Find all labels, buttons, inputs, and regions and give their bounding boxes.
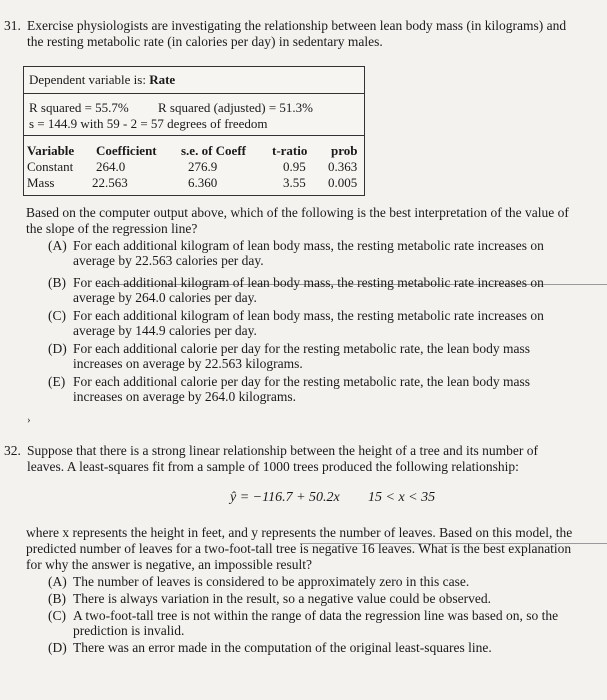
row-constant-se: 276.9 (188, 159, 218, 174)
q31-option-e-label[interactable]: (E) (48, 374, 66, 389)
q31-option-d-label[interactable]: (D) (48, 341, 67, 356)
q31-option-c-label[interactable]: (C) (48, 308, 66, 323)
row-mass-coefficient: 22.563 (92, 175, 128, 190)
dependent-variable-row (29, 72, 175, 88)
col-header-prob: prob (331, 143, 358, 158)
q31-option-d-line-2[interactable]: increases on average by 22.563 kilograms. (73, 356, 303, 371)
question-32-stem-line-2: leaves. A least-squares fit from a sample of 1000 trees produced the following relationship: (27, 459, 519, 474)
dependent-variable-label: Dependent variable is: (29, 72, 146, 87)
table-divider (24, 93, 364, 94)
q31-option-b-label[interactable]: (B) (48, 275, 66, 290)
q32-option-c-label[interactable]: (C) (48, 608, 66, 623)
row-mass-t-ratio: 3.55 (283, 175, 306, 190)
q31-option-e-line-1[interactable]: For each additional calorie per day for the resting metabolic rate, the lean body mass (73, 374, 530, 389)
q31-option-c-line-1[interactable]: For each additional kilogram of lean body mass, the resting metabolic rate increases on (73, 308, 544, 323)
question-31-prompt-line-1: Based on the computer output above, which of the following is the best interpretation of the value of (26, 205, 569, 220)
row-constant-t-ratio: 0.95 (283, 159, 306, 174)
col-header-se-coeff: s.e. of Coeff (181, 143, 246, 158)
row-constant-coefficient: 264.0 (96, 159, 126, 174)
row-constant-prob: 0.363 (328, 159, 358, 174)
table-divider (24, 135, 364, 136)
r-squared-text: R squared = 55.7% (29, 100, 129, 115)
equation-domain: 15 < x < 35 (368, 490, 436, 505)
question-32-prompt-line-3: for why the answer is negative, an impossible result? (26, 557, 313, 572)
question-31-stem-line-2: the resting metabolic rate (in calories per day) in sedentary males. (27, 34, 383, 49)
col-header-t-ratio: t-ratio (272, 143, 308, 158)
col-header-variable: Variable (27, 143, 75, 158)
q31-option-b-line-1[interactable]: For each additional kilogram of lean body mass, the resting metabolic rate increases on (73, 275, 544, 290)
q31-option-e-line-2[interactable]: increases on average by 264.0 kilograms. (73, 389, 297, 404)
question-32-prompt-line-2: predicted number of leaves for a two-foot-tall tree is negative 16 leaves. What is the best explanation (26, 541, 572, 556)
question-31-prompt-line-2: the slope of the regression line? (26, 221, 198, 236)
q32-option-a-line-1[interactable]: The number of leaves is considered to be approximately zero in this case. (73, 574, 470, 589)
q31-option-b-line-2[interactable]: average by 264.0 calories per day. (73, 290, 257, 305)
page-fold-line-2 (300, 543, 607, 544)
pen-mark: › (27, 414, 31, 426)
q32-option-b-label[interactable]: (B) (48, 591, 66, 606)
standard-error-text: s = 144.9 with 59 - 2 = 57 degrees of freedom (29, 116, 268, 131)
q32-option-d-label[interactable]: (D) (48, 640, 67, 655)
q31-option-a-line-1[interactable]: For each additional kilogram of lean body mass, the resting metabolic rate increases on (73, 238, 544, 253)
q31-option-d-line-1[interactable]: For each additional calorie per day for the resting metabolic rate, the lean body mass (73, 341, 530, 356)
q32-option-b-line-1[interactable]: There is always variation in the result, so a negative value could be observed. (73, 591, 491, 606)
regression-output-table (23, 66, 365, 196)
row-constant-variable: Constant (27, 159, 74, 174)
question-31-stem-line-1: Exercise physiologists are investigating the relationship between lean body mass (in kilograms) and (27, 18, 567, 33)
regression-equation: ŷ = −116.7 + 50.2x (230, 490, 340, 505)
r-squared-adjusted-text: R squared (adjusted) = 51.3% (158, 100, 313, 115)
question-32-number: 32. (4, 443, 21, 458)
question-32-prompt-line-1: where x represents the height in feet, and y represents the number of leaves. Based on this model, the (26, 525, 573, 540)
question-31-number: 31. (4, 18, 21, 33)
col-header-coefficient: Coefficient (96, 143, 157, 158)
question-32-stem-line-1: Suppose that there is a strong linear relationship between the height of a tree and its number of (27, 443, 538, 458)
q32-option-c-line-2[interactable]: prediction is invalid. (73, 623, 185, 638)
row-mass-variable: Mass (27, 175, 55, 190)
row-mass-se: 6.360 (188, 175, 218, 190)
q32-option-a-label[interactable]: (A) (48, 574, 67, 589)
q32-option-d-line-1[interactable]: There was an error made in the computation of the original least-squares line. (73, 640, 492, 655)
row-mass-prob: 0.005 (328, 175, 358, 190)
q31-option-c-line-2[interactable]: average by 144.9 calories per day. (73, 323, 257, 338)
q31-option-a-line-2[interactable]: average by 22.563 calories per day. (73, 253, 264, 268)
q32-option-c-line-1[interactable]: A two-foot-tall tree is not within the range of data the regression line was based on, so the (73, 608, 559, 623)
dependent-variable-value: Rate (149, 72, 176, 87)
q31-option-a-label[interactable]: (A) (48, 238, 67, 253)
